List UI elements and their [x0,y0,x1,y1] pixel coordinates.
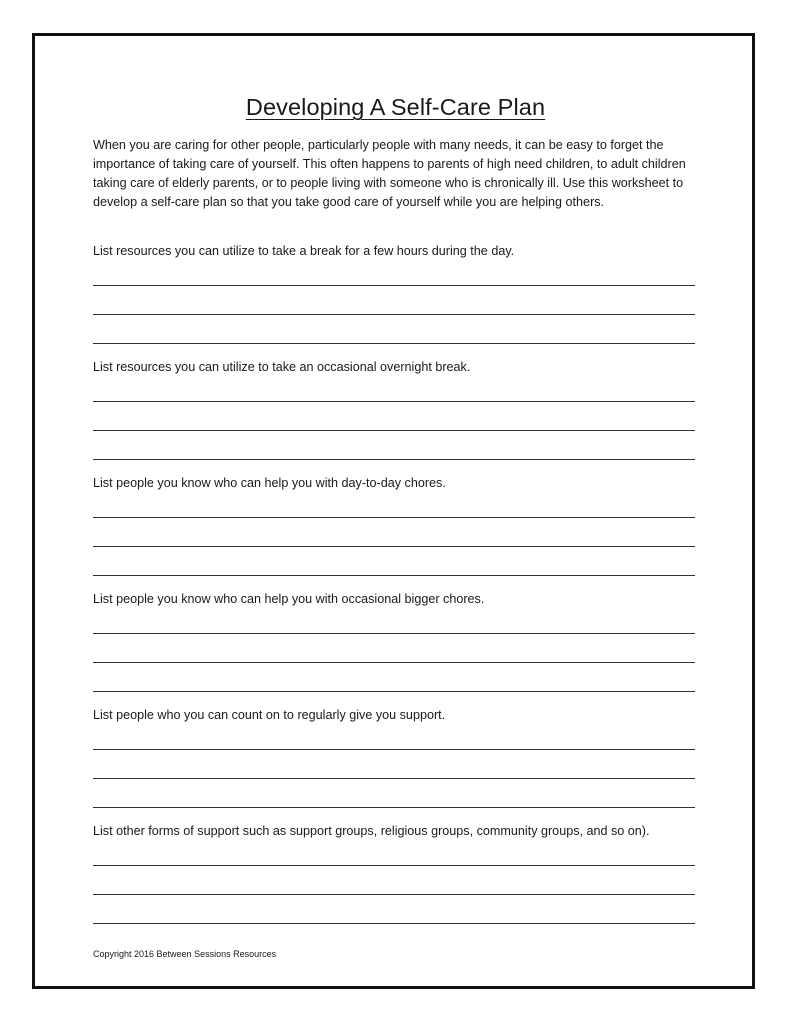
section-prompt: List people you know who can help you with day-to-day chores. [93,476,446,490]
answer-line[interactable] [93,633,695,634]
section-bigger-chores [93,591,695,607]
answer-line[interactable] [93,314,695,315]
answer-line[interactable] [93,662,695,663]
answer-line[interactable] [93,430,695,431]
page-title: Developing A Self-Care Plan [245,94,546,120]
section-prompt: List people who you can count on to regularly give you support. [93,708,446,722]
answer-line[interactable] [93,343,695,344]
section-day-to-day-chores [93,475,695,491]
answer-line[interactable] [93,749,695,750]
section-overnight-break [93,359,695,375]
section-prompt: List people you know who can help you with occasional bigger chores. [93,592,485,606]
section-break-few-hours [93,243,695,259]
answer-line[interactable] [93,575,695,576]
intro-paragraph: When you are caring for other people, particularly people with many needs, it can be easy to forget the importance of taking care of yourself. This often happens to parents of high need children, to adult children taking care of elderly parents, or to people living with someone who is chronically ill. Use this worksheet to develop a self-care plan so that you take good care of yourself while you are helping others. [93,138,686,209]
section-prompt: List resources you can utilize to take a break for a few hours during the day. [93,244,515,258]
answer-line[interactable] [93,401,695,402]
answer-line[interactable] [93,691,695,692]
answer-line[interactable] [93,923,695,924]
answer-line[interactable] [93,807,695,808]
answer-line[interactable] [93,894,695,895]
answer-line[interactable] [93,285,695,286]
answer-line[interactable] [93,865,695,866]
answer-line[interactable] [93,517,695,518]
answer-line[interactable] [93,546,695,547]
section-other-support [93,823,695,839]
answer-line[interactable] [93,778,695,779]
section-regular-support [93,707,695,723]
answer-line[interactable] [93,459,695,460]
section-prompt: List resources you can utilize to take an occasional overnight break. [93,360,471,374]
section-prompt: List other forms of support such as support groups, religious groups, community groups, and so on). [93,824,650,838]
copyright-footer: Copyright 2016 Between Sessions Resources [93,949,277,959]
